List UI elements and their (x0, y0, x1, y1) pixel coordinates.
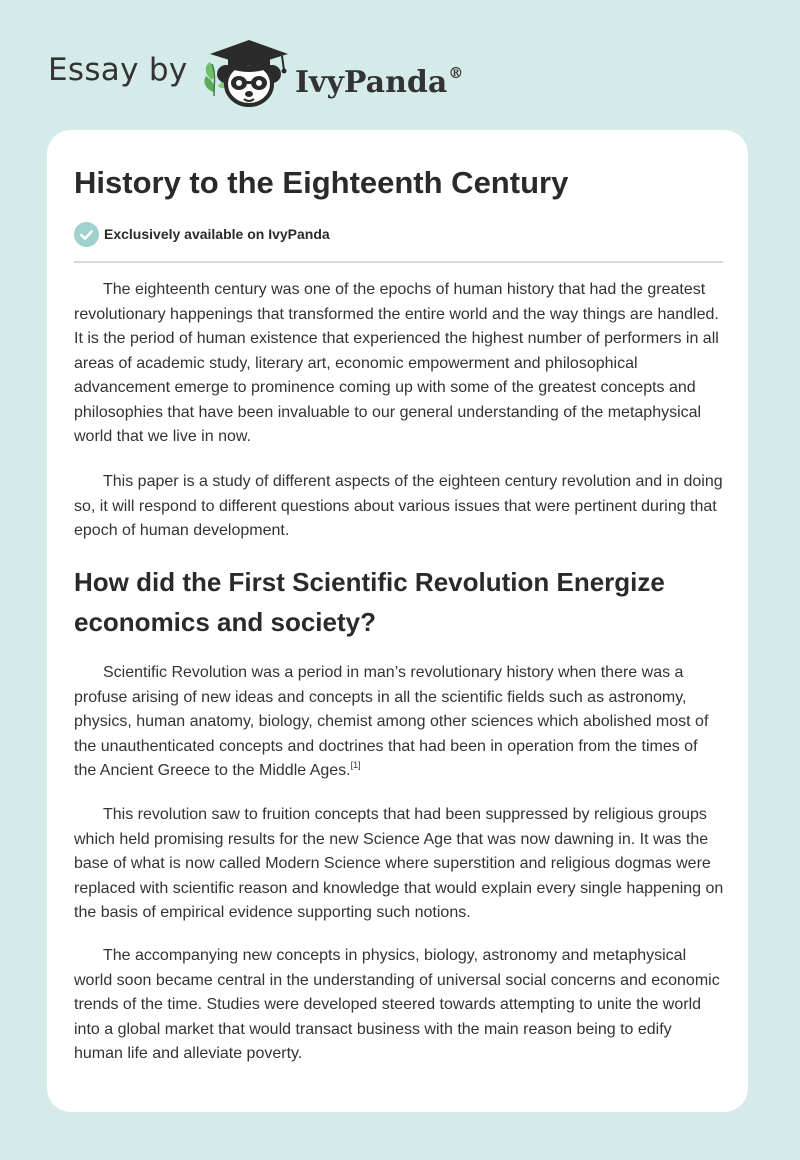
divider (74, 261, 723, 263)
section-heading: How did the First Scientific Revolution Energize economics and society? (74, 567, 665, 637)
check-circle-icon (74, 222, 99, 247)
brand-name[interactable]: IvyPanda® (295, 64, 464, 100)
badge-label: Exclusively available on IvyPanda (104, 226, 330, 242)
essay-card (47, 130, 748, 1112)
page-title: History to the Eighteenth Century (74, 165, 569, 200)
panda-logo-icon[interactable] (200, 34, 296, 110)
exclusive-badge (74, 221, 330, 247)
site-header (0, 0, 800, 120)
paragraph-intro: The eighteenth century was one of the epochs of human history that had the greatest revolutionary happenings that transformed the entire world and the way things are handled. It is the period of human existence that experienced the highest number of performers in all areas of academic study, literary art, economic empowerment and philosophical advancement emerge to prominence coming up with some of the greatest concepts and philosophies that have been invaluable to our general understanding of the metaphysical world that we live in now. (74, 281, 719, 445)
essay-by-label: Essay by (48, 52, 188, 88)
paragraph-scope: This paper is a study of different aspects of the eighteen century revolution and in doing so, it will respond to different questions about various issues that were pertinent during that epoch of human development. (74, 473, 723, 539)
registered-mark: ® (448, 64, 464, 82)
paragraph-scientific-revolution: Scientific Revolution was a period in man’s revolutionary history when there was a profuse arising of new ideas and concepts in all the scientific fields such as astronomy, physics, human anatomy, biology, chemist among other sciences which abolished most of the unauthenticated concepts and doctrines that had been in operation from the times of the Ancient Greece to the Middle Ages.[1] (74, 664, 709, 779)
paragraph-new-concepts: The accompanying new concepts in physics, biology, astronomy and metaphysical world soon became central in the understanding of universal social concerns and economic trends of the time. Studies were developed steered towards attempting to unite the world into a global market that would transact business with the main reason being to edify human life and alleviate poverty. (74, 947, 720, 1062)
footnote-link[interactable]: [1] (350, 760, 361, 770)
paragraph-fruition: This revolution saw to fruition concepts that had been suppressed by religious groups which held promising results for the new Science Age that was now dawning in. It was the base of what is now called Modern Science where superstition and religious dogmas were replaced with scientific reason and knowledge that would explain every single happening on the basis of empirical evidence supporting such notions. (74, 806, 724, 921)
